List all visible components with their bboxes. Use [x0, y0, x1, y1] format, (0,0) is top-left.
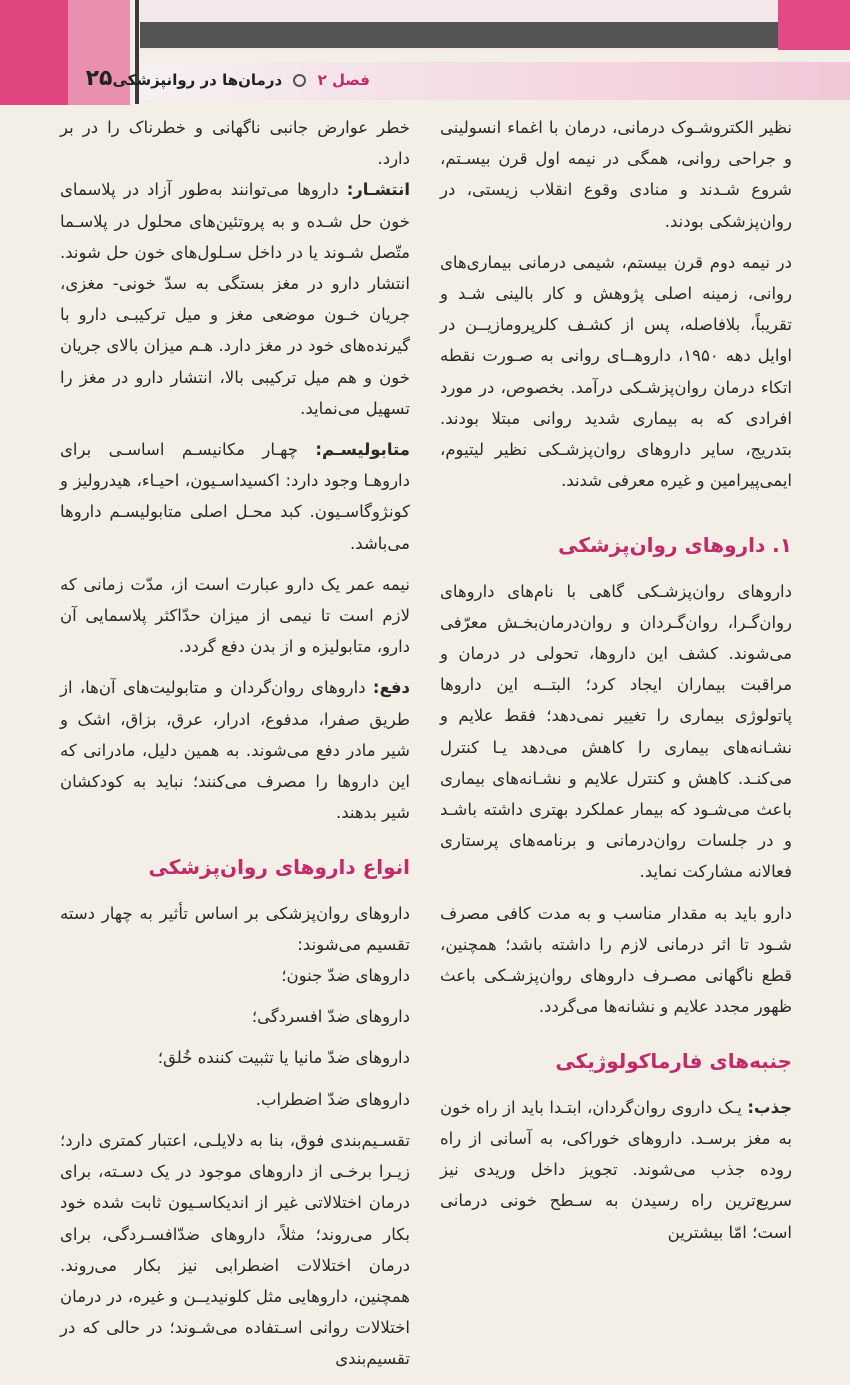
- list-item: داروهای ضدّ اضطراب.: [255, 1089, 410, 1109]
- term-label: جذب:: [747, 1097, 792, 1117]
- term-label: متابولیسـم:: [315, 440, 410, 460]
- list-item: داروهای ضدّ جنون؛: [281, 966, 410, 986]
- paragraph: داروهای روان‌پزشـکی گاهی با نام‌های داروهای روان‌گـرا، روان‌گـردان و روان‌درمان‌بخـش معرّفی می‌شوند. کشف این داروها، تحولی در درمان و مراقبت بیماران ایجاد کرد؛ البتــه این داروها پاتولوژی بیماری را تغییر نمی‌دهد؛ فقط علایم و نشـانه‌های بیماری را کاهش می‌دهد یـا کنترل می‌کنـد. کاهش و کنترل علایم و نشـانه‌های بیماری باعث می‌شـود که بیمار عملکرد بهتری داشته باشـد و در جلسات روان‌درمانی و برنامه‌های پرستاری فعالانه مشارکت نماید.: [440, 581, 792, 882]
- paragraph: [60, 434, 410, 559]
- chapter-heading: [112, 71, 370, 89]
- list-item: داروهای ضدّ افسردگی؛: [251, 1007, 410, 1027]
- term-label: انتشـار:: [346, 180, 410, 200]
- paragraph-text: داروهای روان‌گردان و متابولیت‌های آن‌ها، از طریق صفرا، مدفوع، ادرار، عرق، بزاق، اشک و شیر مادر دفع می‌شوند. به همین دلیل، مادرانی که این داروها را مصرف می‌کنند؛ نباید به کودکشان شیر بدهند.: [60, 678, 410, 823]
- paragraph: در نیمه دوم قرن بیستم، شیمی درمانی بیماری‌های روانی، زمینه اصلی پژوهش و کار بالینی شـد و تقریباً، بلافاصله، پس از کشـف کلرپرومازیــن در اوایل دهه ۱۹۵۰، داروهــای روانی به صـورت نقطه اتکاء درمان روان‌پزشـکی درآمد. بخصوص، در مورد افرادی که به بیماری شدید روانی مبتلا بودند. بتدریج، سایر داروهای روان‌پزشـکی نظیر لیتیوم، ایمی‌پیرامین و غیره معرفی شدند.: [440, 252, 792, 491]
- paragraph: [60, 672, 410, 828]
- page-number: ۲۵: [85, 66, 113, 91]
- paragraph: خطر عوارض جانبی ناگهانی و خطرناک را در بر دارد.: [60, 118, 410, 169]
- right-column: [440, 112, 792, 1258]
- header-grey-bar: [140, 22, 778, 48]
- paragraph: نیمه عمر یک دارو عبارت است از، مدّت زمانی که لازم است تا نیمی از میزان حدّاکثر پلاسمایی آن دارو، متابولیزه و از بدن دفع گردد.: [60, 574, 410, 657]
- paragraph-text: چهـار مکانیسـم اساسـی برای داروهـا وجود دارد: اکسیداسـیون، احیـاء، هیدرولیز و کونژوگاسـیون. کبد محـل اصلی متابولیسـم داروها می‌باشد.: [60, 440, 410, 553]
- chapter-title: درمان‌ها در روانپزشکی: [112, 71, 283, 89]
- paragraph: دارو باید به مقدار مناسب و به مدت کافی مصرف شـود تا اثر درمانی لازم را داشته باشد؛ همچنین، قطع ناگهانی مصـرف داروهای روان‌پزشـکی باعث ظهور مجدد علایم و نشانه‌ها می‌گردد.: [440, 903, 792, 1017]
- paragraph: داروهای روان‌پزشکی بر اساس تأثیر به چهار دسته تقسیم می‌شوند:: [60, 903, 410, 954]
- header-accent-right: [778, 0, 850, 50]
- paragraph: [60, 174, 410, 424]
- gear-icon: [293, 74, 306, 87]
- list-item: داروهای ضدّ مانیا یا تثبیت کننده خُلق؛: [157, 1048, 410, 1068]
- section-heading: جنبه‌های فارماکولوژیکی: [555, 1049, 792, 1074]
- paragraph: [440, 1092, 792, 1248]
- paragraph: نظیر الکتروشـوک درمانی، درمان با اغماء انسولینی و جراحی روانی، همگی در نیمه اول قرن بیسـتم، شروع شـدند و منادی وقوع انقلاب زیستی، در روان‌پزشکی بودند.: [440, 118, 792, 231]
- section-heading: انواع داروهای روان‌پزشکی: [148, 855, 410, 880]
- paragraph-text: داروها می‌توانند به‌طور آزاد در پلاسمای خون حل شـده و به پروتئین‌های محلول در پلاسـما متّصل شـوند یا در داخل سـلول‌های خون حل شوند. انتشار دارو در مغز بستگی به سدّ خونی- مغزی، جریان خـون موضعی مغز و میل ترکیبـی دارو با گیرنده‌های خود در مغز دارد. هـم میزان بالای جریان خون و هم میل ترکیبی بالا، انتشار دارو در مغز را تسهیل می‌نماید.: [60, 180, 410, 418]
- chapter-label: فصل ۲: [317, 71, 370, 89]
- left-column: [60, 112, 410, 1385]
- header-accent-block: [0, 0, 68, 105]
- paragraph-text: یـک داروی روان‌گردان، ابتـدا باید از راه خون به مغز برسـد. داروهای خوراکی، به آسانی از راه روده جذب می‌شوند. تجویز داخل وریدی نیز سریع‌ترین راه رسیدن به سـطح خونی درمانی است؛ امّا بیشترین: [440, 1097, 792, 1242]
- section-heading: ۱. داروهای روان‌پزشکی: [558, 533, 792, 558]
- term-label: دفع:: [372, 678, 410, 698]
- paragraph: تقسـیم‌بندی فوق، بنا به دلایلـی، اعتبار کمتری دارد؛ زیـرا برخـی از داروهای موجود در یک دسـته، برای درمان اختلالاتی غیر از اندیکاسـیون ثابت شده خود بکار می‌روند؛ مثلاً، داروهای ضدّافسـردگی، برای درمان اختلالات اضطرابی نیز بکار می‌روند. همچنین، داروهایی مثل کلونیدیــن و غیره، در درمان اختلالات روانی اسـتفاده می‌شـوند؛ در حالی که در تقسیم‌بندی: [60, 1130, 410, 1369]
